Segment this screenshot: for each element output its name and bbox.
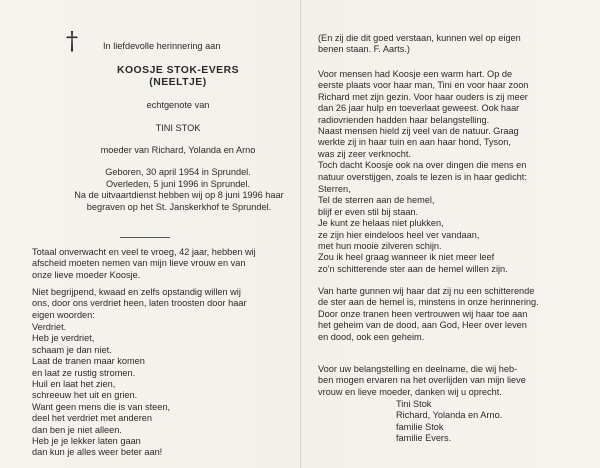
left-paragraph-2 bbox=[32, 287, 278, 321]
right-poem bbox=[318, 184, 508, 275]
poem-line: met hun mooie zilveren schijn. bbox=[318, 241, 442, 252]
poem-line: Zou ik heel graag wanneer ik niet meer leef bbox=[318, 252, 495, 263]
text-line: (En zij die dit goed verstaan, kunnen wel op eigen bbox=[318, 33, 521, 43]
text-line: vrouw en lieve moeder, danken wij u oprecht. bbox=[318, 386, 502, 397]
right-paragraph-4 bbox=[318, 364, 582, 398]
poem-line: deel het verdriet met anderen bbox=[32, 413, 153, 424]
text-line: de ster aan de hemel is, minstens in onze herinnering. bbox=[318, 297, 539, 308]
poem-line: ze zijn hier eindeloos heel ver vandaan, bbox=[318, 229, 480, 240]
poem-line: dan kun je alles weer beter aan! bbox=[32, 447, 163, 458]
poem-line: schreeuw het uit en grien. bbox=[32, 390, 138, 401]
poem-line: Heb je verdriet, bbox=[32, 333, 95, 344]
text-line: radiovrienden hadden haar belangstelling. bbox=[318, 114, 490, 125]
intro-text: In liefdevolle herinnering aan bbox=[103, 41, 221, 51]
poem-line: Want geen mens die is van steen, bbox=[32, 401, 171, 412]
signature-line: Richard, Yolanda en Arno. bbox=[396, 410, 503, 421]
spouse-label: echtgenote van bbox=[146, 100, 210, 110]
text-line: afscheid moeten nemen van mijn lieve vrouw en van bbox=[32, 258, 246, 269]
poem-line: zo'n schitterende ster aan de hemel willen zijn. bbox=[318, 263, 508, 274]
born-line: Geboren, 30 april 1954 in Sprundel. bbox=[105, 167, 251, 177]
poem-line: en laat ze rustig stromen. bbox=[32, 367, 136, 378]
burial-line-1: Na de uitvaartdienst hebben wij op 8 juni 1996 haar bbox=[74, 190, 284, 200]
deceased-name: KOOSJE STOK-EVERS bbox=[116, 65, 240, 76]
poem-line: Heb je je lekker laten gaan bbox=[32, 436, 141, 447]
divider bbox=[120, 237, 170, 238]
text-line: Richard met zijn gezin. Voor haar ouders is zij meer bbox=[318, 91, 528, 102]
text-line: eigen woorden: bbox=[32, 309, 95, 320]
text-line: Naast mensen hield zij veel van de natuur. Graag bbox=[318, 126, 519, 137]
text-line: onze lieve moeder Koosje. bbox=[32, 269, 141, 280]
text-line: eerste plaats voor haar man, Tini en voor haar zoon bbox=[318, 80, 529, 91]
poem-line: Je kunt ze helaas niet plukken, bbox=[318, 218, 444, 229]
text-line: ons, door ons verdriet heen, laten troosten door haar bbox=[32, 298, 247, 309]
poem-line: dan ben je niet alleen. bbox=[32, 424, 122, 435]
text-line: Door onze tranen heen vertrouwen wij haar toe aan bbox=[318, 308, 528, 319]
text-line: Niet begrijpend, kwaad en zelfs opstandig willen wij bbox=[32, 287, 241, 297]
right-paragraph-1 bbox=[318, 33, 582, 56]
poem-line: schaam je dan niet. bbox=[32, 344, 112, 355]
text-line: natuur overstijgen, zoals te lezen is in haar gedicht: bbox=[318, 171, 527, 182]
text-line: Toch dacht Koosje ook na over dingen die mens en bbox=[318, 160, 527, 171]
signature-line: Tini Stok bbox=[396, 399, 432, 409]
center-fold bbox=[300, 0, 301, 468]
right-paragraph-3 bbox=[318, 286, 582, 343]
children-line: moeder van Richard, Yolanda en Arno bbox=[100, 145, 256, 155]
deceased-nickname: (NEELTJE) bbox=[149, 77, 207, 88]
text-line: het geheim van de dood, aan God, Heer over leven bbox=[318, 320, 527, 331]
text-line: Van harte gunnen wij haar dat zij nu een schitterende bbox=[318, 286, 535, 296]
left-paragraph-1 bbox=[32, 247, 278, 281]
poem-line: Laat de tranen maar komen bbox=[32, 356, 145, 367]
left-poem bbox=[32, 322, 170, 459]
right-paragraph-2 bbox=[318, 69, 582, 183]
signatures bbox=[396, 399, 502, 445]
poem-line: blijf er even stil bij staan. bbox=[318, 206, 419, 217]
text-line: Voor mensen had Koosje een warm hart. Op de bbox=[318, 69, 513, 79]
poem-line: Verdriet. bbox=[32, 322, 67, 332]
signature-line: familie Stok bbox=[396, 421, 444, 432]
text-line: ben mogen ervaren na het overlijden van mijn lieve bbox=[318, 375, 526, 386]
text-line: en dood, ook een geheim. bbox=[318, 331, 425, 342]
signature-line: familie Evers. bbox=[396, 433, 452, 444]
text-line: Voor uw belangstelling en deelname, die wij heb- bbox=[318, 364, 518, 374]
burial-line-2: begraven op het St. Janskerkhof te Sprundel. bbox=[86, 202, 272, 212]
spouse-name: TINI STOK bbox=[155, 123, 201, 133]
text-line: Totaal onverwacht en veel te vroeg, 42 jaar, hebben wij bbox=[32, 247, 256, 257]
cross-icon: † bbox=[66, 27, 78, 55]
poem-line: Sterren, bbox=[318, 184, 351, 194]
text-line: werkte zij in haar tuin en aan haar hond, Tyson, bbox=[318, 137, 511, 148]
poem-line: Tel de sterren aan de hemel, bbox=[318, 195, 435, 206]
text-line: dan 26 jaar hulp en toeverlaat geweest. Ook haar bbox=[318, 103, 520, 114]
died-line: Overleden, 5 juni 1996 in Sprundel. bbox=[105, 179, 251, 189]
text-line: was zij zeer verknocht. bbox=[318, 148, 411, 159]
text-line: benen staan. F. Aarts.) bbox=[318, 44, 410, 55]
poem-line: Huil en laat het zien, bbox=[32, 379, 116, 390]
